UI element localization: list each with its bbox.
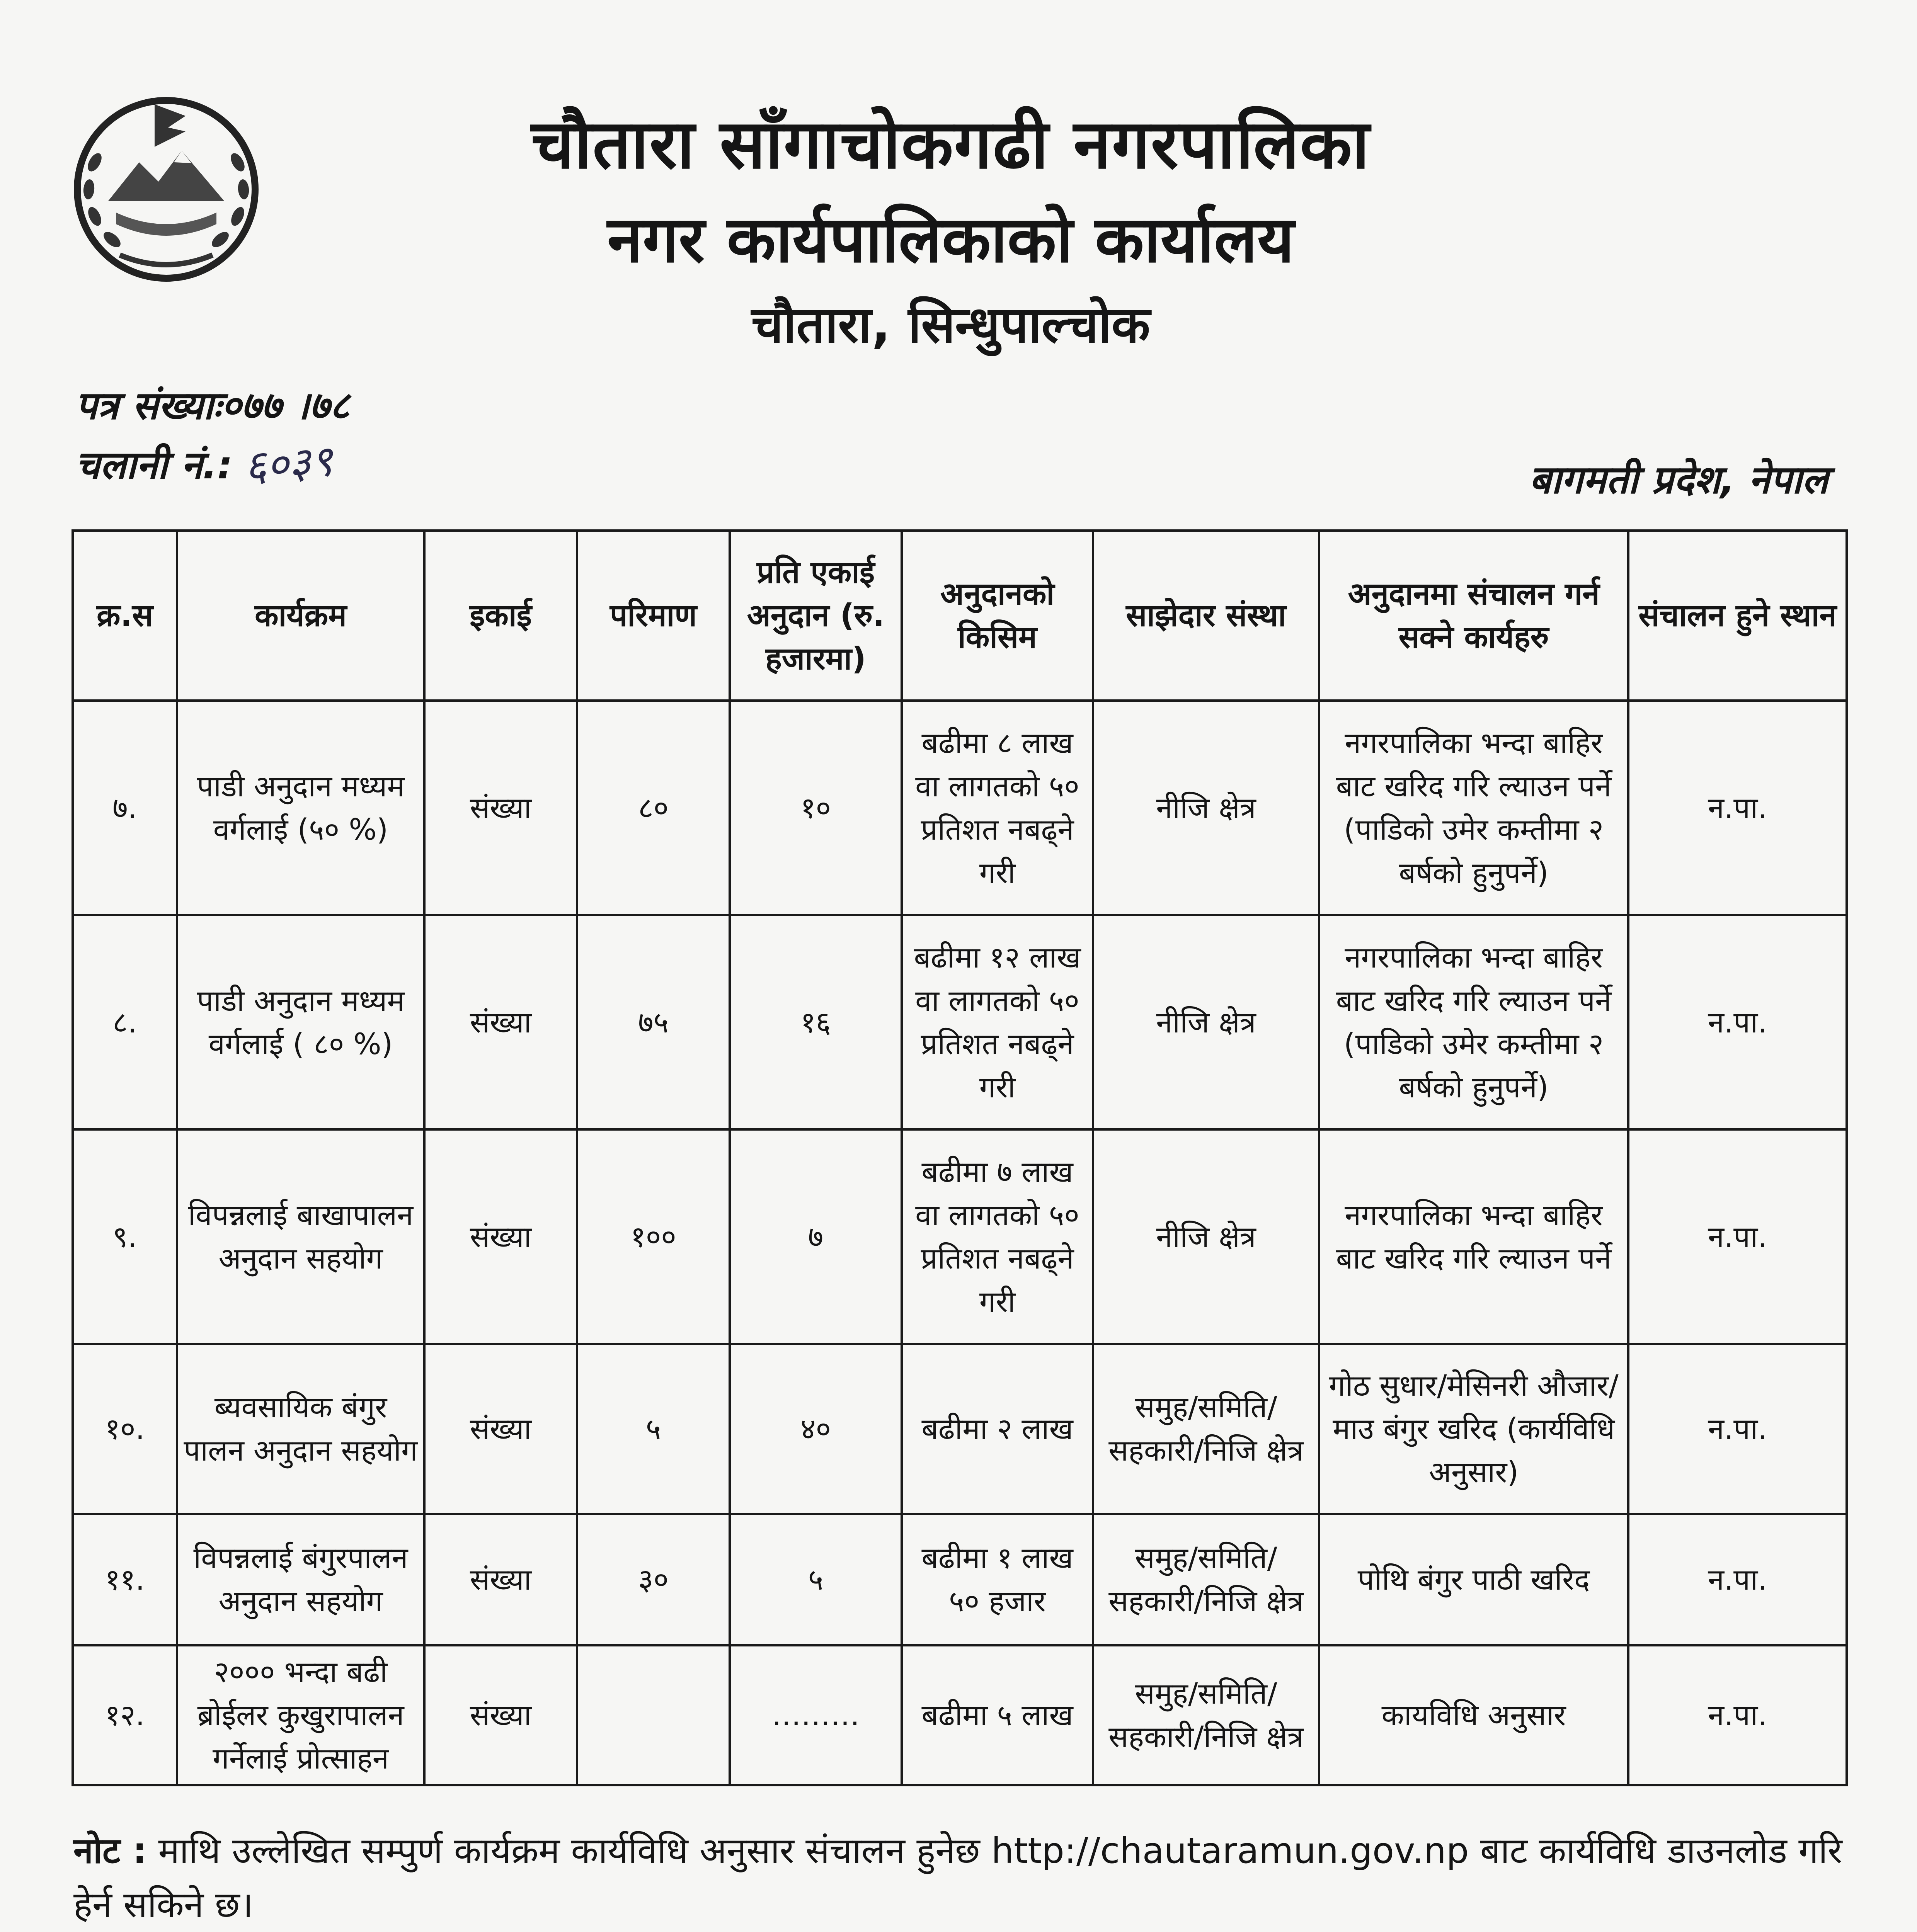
cell-sn: १०. — [73, 1344, 177, 1514]
cell-location: न.पा. — [1628, 1344, 1847, 1514]
office-name: नगर कार्यपालिकाको कार्यालय — [607, 202, 1294, 277]
cell-grant-type: बढीमा १ लाख ५० हजार — [902, 1514, 1093, 1645]
cell-location: न.पा. — [1628, 701, 1847, 915]
cell-activities: नगरपालिका भन्दा बाहिर बाट खरिद गरि ल्याउन पर्ने (पाडिको उमेर कम्तीमा २ बर्षको हुनुपर्ने) — [1319, 915, 1628, 1129]
cell-activities: कायविधि अनुसार — [1319, 1645, 1628, 1785]
note-paragraph — [73, 1824, 1851, 1932]
cell-sn: ८. — [73, 915, 177, 1129]
table-row — [73, 701, 1847, 915]
cell-unit: संख्या — [424, 1514, 577, 1645]
letter-number: पत्र संख्याः०७७ ।७८ — [75, 383, 350, 428]
cell-program: २००० भन्दा बढी ब्रोईलर कुखुरापालन गर्नेलाई प्रोत्साहन — [177, 1645, 424, 1785]
cell-partner: नीजि क्षेत्र — [1093, 915, 1319, 1129]
dispatch-number — [75, 435, 350, 494]
table-row — [73, 1129, 1847, 1344]
cell-per-unit: ४० — [730, 1344, 902, 1514]
program-table-wrapper — [72, 529, 1845, 1786]
cell-program: विपन्नलाई बाखापालन अनुदान सहयोग — [177, 1129, 424, 1344]
cell-partner: नीजि क्षेत्र — [1093, 1129, 1319, 1344]
cell-partner: समुह/समिति/ सहकारी/निजि क्षेत्र — [1093, 1645, 1319, 1785]
cell-activities: पोथि बंगुर पाठी खरिद — [1319, 1514, 1628, 1645]
cell-grant-type: बढीमा ५ लाख — [902, 1645, 1093, 1785]
cell-program: पाडी अनुदान मध्यम वर्गलाई ( ८० %) — [177, 915, 424, 1129]
dispatch-number-value: ६०३९ — [242, 436, 334, 492]
reference-block — [75, 377, 350, 494]
cell-quantity: ७५ — [577, 915, 730, 1129]
cell-per-unit: ५ — [730, 1514, 902, 1645]
cell-per-unit: १६ — [730, 915, 902, 1129]
header-unit: इकाई — [424, 531, 577, 701]
cell-grant-type: बढीमा १२ लाख वा लागतको ५० प्रतिशत नबढ्ने गरी — [902, 915, 1093, 1129]
cell-per-unit: ७ — [730, 1129, 902, 1344]
table-header-row — [73, 531, 1847, 701]
office-title-block — [294, 97, 1608, 363]
cell-quantity: १०० — [577, 1129, 730, 1344]
cell-location: न.पा. — [1628, 1514, 1847, 1645]
cell-unit: संख्या — [424, 1645, 577, 1785]
program-table — [72, 529, 1848, 1786]
cell-partner: समुह/समिति/ सहकारी/निजि क्षेत्र — [1093, 1344, 1319, 1514]
note-label: नोट : — [73, 1830, 147, 1871]
header-partner: साझेदार संस्था — [1093, 531, 1319, 701]
cell-location: न.पा. — [1628, 1645, 1847, 1785]
cell-grant-type: बढीमा ८ लाख वा लागतको ५० प्रतिशत नबढ्ने गरी — [902, 701, 1093, 915]
cell-location: न.पा. — [1628, 1129, 1847, 1344]
cell-grant-type: बढीमा ७ लाख वा लागतको ५० प्रतिशत नबढ्ने गरी — [902, 1129, 1093, 1344]
cell-location: न.पा. — [1628, 915, 1847, 1129]
table-row — [73, 1514, 1847, 1645]
cell-sn: ७. — [73, 701, 177, 915]
cell-activities: गोठ सुधार/मेसिनरी औजार/माउ बंगुर खरिद (कार्यविधि अनुसार) — [1319, 1344, 1628, 1514]
header-sn: क्र.स — [73, 531, 177, 701]
header-grant-type: अनुदानको किसिम — [902, 531, 1093, 701]
cell-quantity: ८० — [577, 701, 730, 915]
cell-quantity: ३० — [577, 1514, 730, 1645]
table-row — [73, 1344, 1847, 1514]
table-row — [73, 915, 1847, 1129]
office-address: चौतारा, सिन्धुपाल्चोक — [751, 295, 1150, 354]
cell-partner: समुह/समिति/ सहकारी/निजि क्षेत्र — [1093, 1514, 1319, 1645]
note-text: माथि उल्लेखित सम्पुर्ण कार्यक्रम कार्यविधि अनुसार संचालन हुनेछ http://chautaramun.gov.np बाट कार्यविधि डाउनलोड गरि हेर्न सकिने छ। — [73, 1830, 1842, 1925]
cell-sn: ९. — [73, 1129, 177, 1344]
cell-partner: नीजि क्षेत्र — [1093, 701, 1319, 915]
cell-unit: संख्या — [424, 1129, 577, 1344]
cell-sn: १२. — [73, 1645, 177, 1785]
header-per-unit-grant: प्रति एकाई अनुदान (रु. हजारमा) — [730, 531, 902, 701]
header-program: कार्यक्रम — [177, 531, 424, 701]
cell-unit: संख्या — [424, 701, 577, 915]
cell-sn: ११. — [73, 1514, 177, 1645]
table-row — [73, 1645, 1847, 1785]
cell-unit: संख्या — [424, 915, 577, 1129]
cell-per-unit: ……… — [730, 1645, 902, 1785]
cell-program: पाडी अनुदान मध्यम वर्गलाई (५० %) — [177, 701, 424, 915]
municipality-name: चौतारा साँगाचोकगढी नगरपालिका — [531, 105, 1371, 184]
cell-quantity: ५ — [577, 1344, 730, 1514]
nepal-government-emblem-icon — [58, 73, 274, 290]
header-activities: अनुदानमा संचालन गर्न सक्ने कार्यहरु — [1319, 531, 1628, 701]
cell-grant-type: बढीमा २ लाख — [902, 1344, 1093, 1514]
dispatch-number-label: चलानी नं.: — [75, 442, 233, 488]
cell-activities: नगरपालिका भन्दा बाहिर बाट खरिद गरि ल्याउन पर्ने (पाडिको उमेर कम्तीमा २ बर्षको हुनुपर्ने) — [1319, 701, 1628, 915]
cell-activities: नगरपालिका भन्दा बाहिर बाट खरिद गरि ल्याउन पर्ने — [1319, 1129, 1628, 1344]
header-quantity: परिमाण — [577, 531, 730, 701]
cell-unit: संख्या — [424, 1344, 577, 1514]
header-location: संचालन हुने स्थान — [1628, 531, 1847, 701]
cell-quantity — [577, 1645, 730, 1785]
cell-per-unit: १० — [730, 701, 902, 915]
cell-program: ब्यवसायिक बंगुर पालन अनुदान सहयोग — [177, 1344, 424, 1514]
cell-program: विपन्नलाई बंगुरपालन अनुदान सहयोग — [177, 1514, 424, 1645]
province-label: बागमती प्रदेश, नेपाल — [1529, 457, 1828, 502]
